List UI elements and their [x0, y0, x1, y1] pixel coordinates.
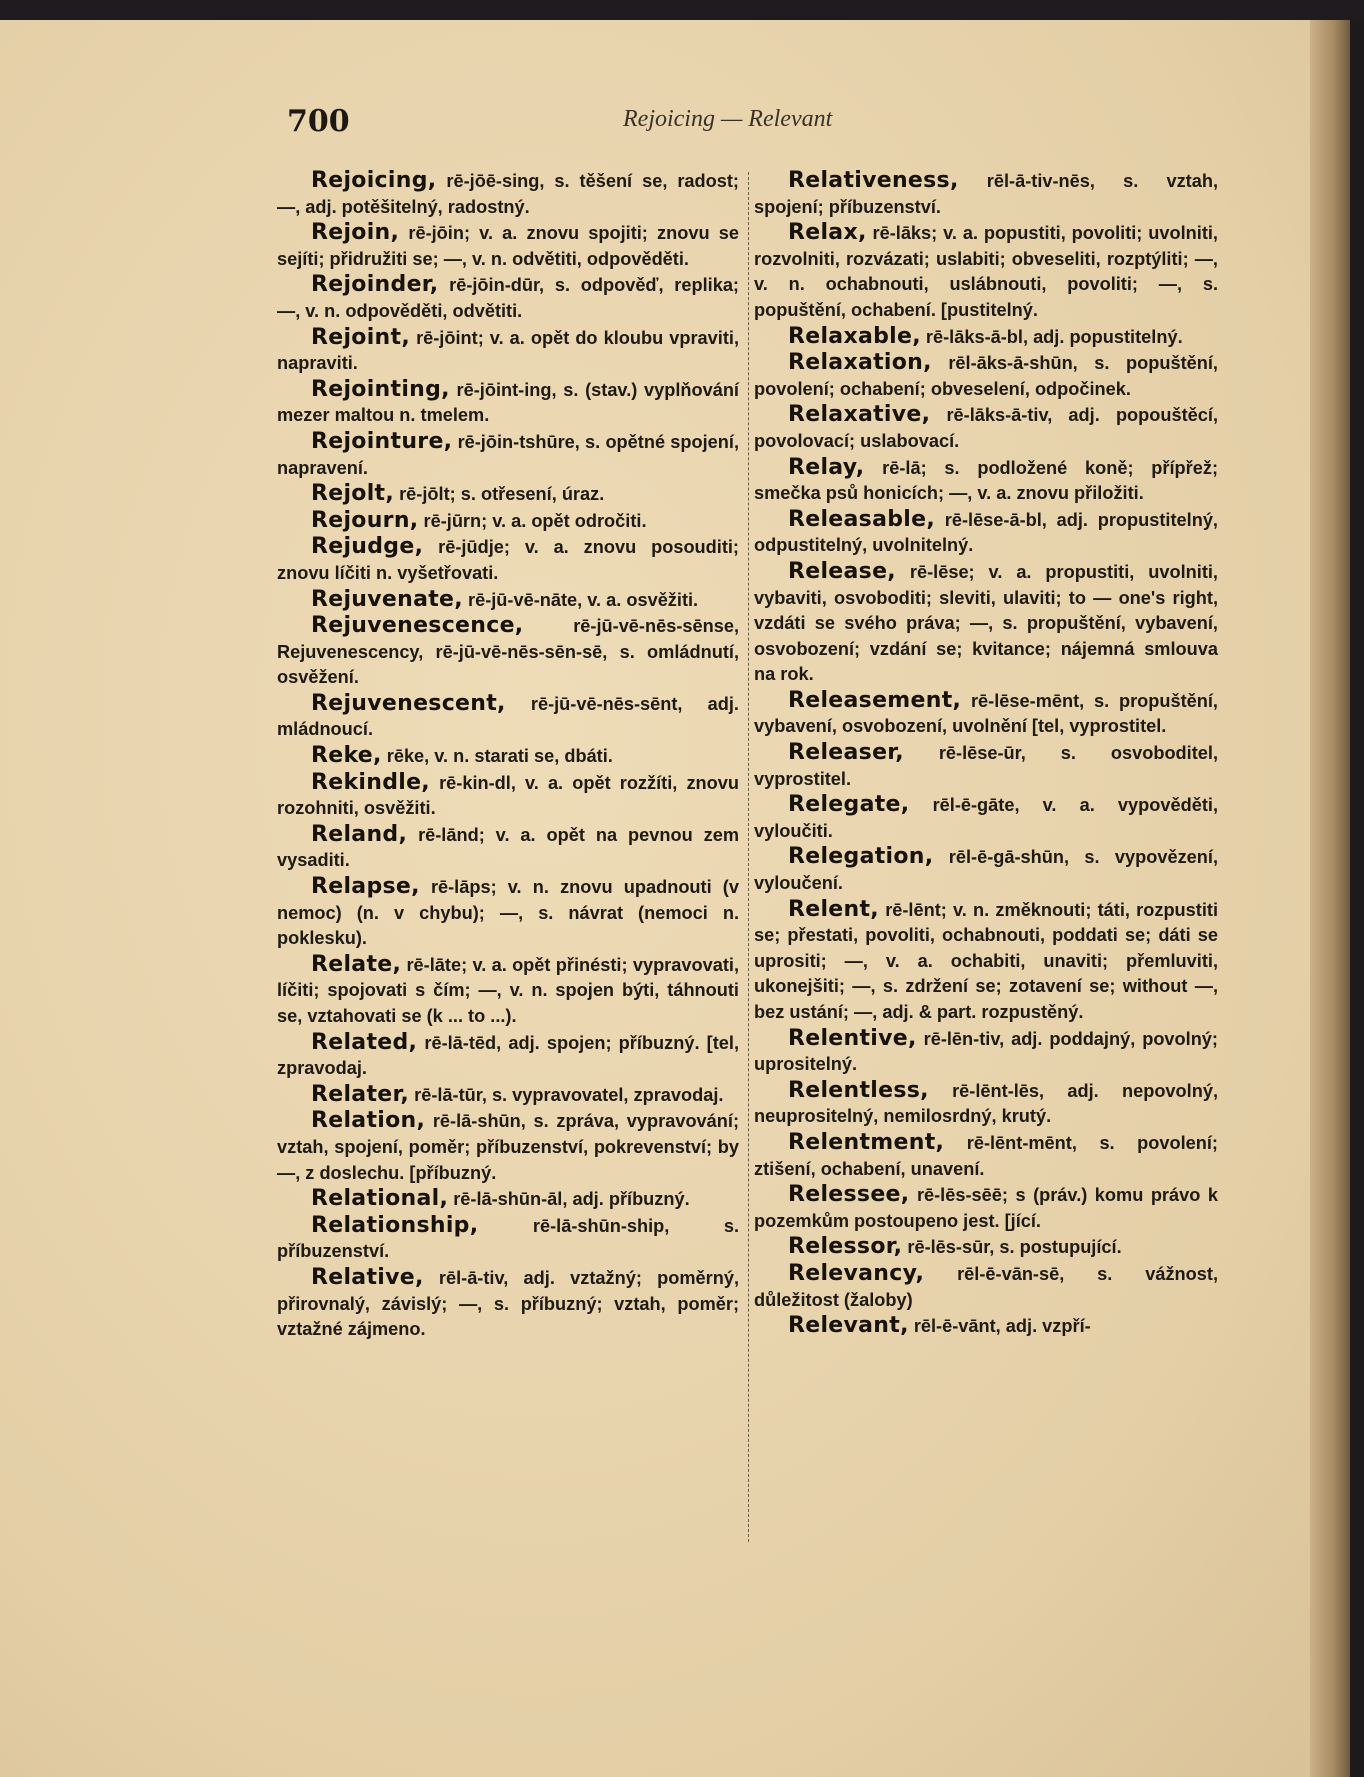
entry-definition: rē-lēnt; v. n. změknouti; táti, rozpustiti se; přestati, povoliti, ochabnouti, poddati se; dáti se uprositi; —, v. a. ochabiti, unaviti; přemluviti, ukonejšiti; —, s. zdržení se; zotavení se; without —, bez ustání; —, adj. & part. rozpustěný.	[754, 899, 1219, 1022]
dictionary-entry	[277, 874, 739, 952]
entry-definition: rē-jōin-tshūre, s. opětné spojení, napravení.	[277, 431, 739, 478]
entry-headword: Rejoin,	[311, 220, 400, 246]
dictionary-entry	[754, 740, 1218, 792]
entry-definition: rē-kin-dl, v. a. opět rozžíti, znovu rozohniti, osvěžiti.	[277, 772, 739, 819]
entry-definition: rē-jū-vē-nāte, v. a. osvěžiti.	[468, 589, 699, 610]
entry-definition: rēl-ē-vānt, adj. vzpří-	[913, 1316, 1091, 1337]
dictionary-entry	[754, 402, 1218, 454]
entry-headword: Reke,	[311, 743, 382, 769]
entry-definition: rē-lā; s. podložené koně; přípřež; smečka psů honicích; —, v. a. znovu přiložiti.	[754, 457, 1218, 504]
entry-definition: rē-jūrn; v. a. opět odročiti.	[423, 510, 647, 531]
column-divider	[748, 172, 749, 1542]
entry-headword: Rekindle,	[311, 769, 430, 795]
entry-definition: rē-lēnt-mēnt, s. povolení; ztišení, ochabení, unavení.	[754, 1132, 1218, 1179]
entry-definition: rēl-ē-vān-sē, s. vážnost, důležitost (žaloby)	[754, 1263, 1218, 1310]
entry-headword: Relation,	[311, 1108, 426, 1134]
entry-definition: rē-lāks-ā-tiv, adj. popouštěcí, povolovací; uslabovací.	[754, 405, 1218, 451]
dictionary-entry	[754, 688, 1218, 740]
entry-definition: rē-jōint; v. a. opět do kloubu vpraviti, napraviti.	[277, 327, 739, 374]
dictionary-entry	[277, 613, 739, 691]
dictionary-entry	[277, 325, 739, 377]
entry-definition: rē-lāte; v. a. opět přinésti; vypravovati, líčiti; spojovati s čím; —, v. n. spojen býti, táhnouti se, vztahovati se (k ... to ...).	[277, 954, 739, 1026]
entry-definition: rē-lāps; v. n. znovu upadnouti (v nemoc) (n. v chybu); —, s. návrat (nemoci n. poklesku).	[277, 877, 739, 949]
dictionary-entry	[754, 792, 1218, 844]
entry-definition: rēl-ē-gāte, v. a. vypověděti, vyloučiti.	[754, 795, 1218, 841]
entry-headword: Relay,	[788, 454, 865, 480]
entry-headword: Relational,	[311, 1186, 449, 1212]
entry-definition: rē-lēn-tiv, adj. poddajný, povolný; uprositelný.	[754, 1028, 1218, 1075]
dictionary-entry	[754, 1261, 1218, 1313]
entry-headword: Relaxative,	[788, 402, 931, 428]
entry-definition: rē-jōint-ing, s. (stav.) vyplňování mezer maltou n. tmelem.	[277, 379, 739, 426]
entry-headword: Rejuvenescence,	[311, 613, 524, 639]
dictionary-entry	[277, 691, 739, 743]
entry-definition: rē-jōlt; s. otřesení, úraz.	[399, 484, 605, 505]
entry-headword: Rejoint,	[311, 324, 410, 350]
dictionary-entry	[754, 324, 1218, 351]
dictionary-entry	[754, 220, 1218, 323]
dictionary-entry	[277, 1265, 739, 1343]
entry-headword: Releaser,	[788, 740, 904, 766]
entry-definition: rēl-ā-tiv-nēs, s. vztah, spojení; příbuzenství.	[754, 171, 1219, 217]
entry-headword: Rejourn,	[311, 507, 419, 533]
entry-definition: rē-lēs-sēē; s (práv.) komu právo k pozemkům postoupeno jest. [jící.	[754, 1185, 1218, 1231]
dictionary-entry	[754, 1130, 1218, 1182]
entry-headword: Relativeness,	[788, 168, 959, 193]
dictionary-entry	[277, 1082, 739, 1109]
right-column	[754, 168, 1218, 1340]
dictionary-entry	[277, 770, 739, 822]
entry-headword: Relaxable,	[788, 323, 921, 349]
entry-headword: Relevancy,	[788, 1260, 925, 1286]
dictionary-entry	[277, 1213, 739, 1265]
entry-headword: Reland,	[311, 821, 408, 847]
scan-edge	[1350, 20, 1364, 1777]
entry-definition: rē-lēse; v. a. propustiti, uvolniti, vybaviti, osvoboditi; sleviti, ulaviti; to — one's right, vzdáti se svého práva; —, s. propuštění, vybavení, osvobození; vzdání se; kvitance; nájemná smlouva na rok.	[754, 561, 1218, 685]
entry-definition: rē-lānd; v. a. opět na pevnou zem vysaditi.	[277, 824, 739, 871]
dictionary-entry	[277, 587, 739, 614]
dictionary-entry	[277, 952, 739, 1030]
entry-headword: Relative,	[311, 1264, 424, 1290]
entry-headword: Rejudge,	[311, 534, 424, 560]
entry-headword: Relegate,	[788, 792, 910, 818]
entry-definition: rē-jū-vē-nēs-sēnse, Rejuvenescency, rē-jū-vē-nēs-sēn-sē, s. omládnutí, osvěžení.	[277, 616, 739, 688]
entry-definition: rē-lā-shūn, s. zpráva, vypravování; vztah, spojení, poměr; příbuzenství, pokrevenství; by —, z doslechu. [příbuzný.	[277, 1111, 740, 1183]
entry-headword: Relessee,	[788, 1182, 910, 1208]
dictionary-entry	[277, 534, 739, 586]
entry-definition: rēl-ē-gā-shūn, s. vypovězení, vyloučení.	[754, 847, 1218, 894]
dictionary-entry	[754, 507, 1218, 559]
entry-headword: Rejuvenate,	[311, 586, 463, 612]
entry-headword: Rejoinder,	[311, 272, 439, 298]
dictionary-entry	[754, 1313, 1218, 1340]
dictionary-entry	[754, 559, 1218, 688]
entry-definition: rē-lā-shūn-ship, s. příbuzenství.	[277, 1215, 739, 1262]
dictionary-entry	[277, 1186, 739, 1213]
dictionary-entry	[754, 455, 1218, 507]
entry-definition: rē-lāks; v. a. popustiti, povoliti; uvolniti, rozvolniti, rozvázati; uslabiti; obveseliti, rozptýliti; —, v. n. ochabnouti, uslábnouti, povoliti; —, s. popuštění, ochabení. [pustitelný.	[754, 223, 1218, 320]
entry-headword: Relentless,	[788, 1077, 929, 1103]
left-column	[277, 168, 739, 1343]
dictionary-entry	[277, 1030, 739, 1082]
dictionary-entry	[754, 1078, 1218, 1130]
dictionary-entry	[277, 822, 739, 874]
entry-definition: rē-lēse-ūr, s. osvoboditel, vyprostitel.	[754, 743, 1219, 789]
entry-headword: Relent,	[788, 896, 879, 922]
entry-definition: rē-lēnt-lēs, adj. nepovolný, neuprositelný, nemilosrdný, krutý.	[754, 1080, 1218, 1127]
entry-definition: rēl-ā-tiv, adj. vztažný; poměrný, přirovnalý, závislý; —, s. příbuzný; vztah, poměr; vztažné zájmeno.	[277, 1267, 739, 1340]
dictionary-entry	[754, 897, 1218, 1026]
entry-headword: Rejointure,	[311, 428, 453, 454]
entry-headword: Rejuvenescent,	[311, 690, 506, 716]
entry-headword: Relationship,	[311, 1212, 479, 1238]
dictionary-entry	[277, 429, 739, 481]
entry-definition: rēl-āks-ā-shūn, s. popuštění, povolení; ochabení; obveselení, odpočinek.	[754, 353, 1218, 399]
running-head: Rejoicing — Relevant	[623, 106, 833, 132]
entry-definition: rē-lēse-mēnt, s. propuštění, vybavení, osvobození, uvolnění [tel, vyprostitel.	[754, 690, 1218, 737]
entry-headword: Relevant,	[788, 1313, 909, 1339]
entry-definition: rē-lā-tēd, adj. spojen; příbuzný. [tel, zpravodaj.	[277, 1032, 739, 1079]
dictionary-entry	[277, 508, 739, 535]
entry-definition: rē-jōin-dūr, s. odpověď, replika; —, v. n. odpověděti, odvětiti.	[277, 275, 739, 321]
dictionary-entry	[754, 350, 1218, 402]
dictionary-entry	[754, 844, 1218, 896]
dictionary-entry	[277, 743, 739, 770]
entry-definition: rē-lāks-ā-bl, adj. popustitelný.	[925, 326, 1183, 347]
entry-headword: Releasable,	[788, 506, 935, 532]
entry-definition: rēke, v. n. starati se, dbáti.	[386, 746, 613, 767]
entry-headword: Relate,	[311, 951, 402, 977]
dictionary-entry	[754, 1182, 1218, 1234]
entry-headword: Release,	[788, 558, 896, 584]
entry-headword: Rejointing,	[311, 376, 450, 402]
entry-headword: Relaxation,	[788, 350, 932, 376]
entry-headword: Rejolt,	[311, 481, 395, 507]
entry-definition: rē-jūdje; v. a. znovu posouditi; znovu líčiti n. vyšetřovati.	[277, 537, 739, 583]
dictionary-entry	[277, 272, 739, 324]
dictionary-entry	[277, 220, 739, 272]
dictionary-entry	[754, 1234, 1218, 1261]
entry-definition: rē-lā-shūn-āl, adj. příbuzný.	[453, 1189, 690, 1210]
entry-definition: rē-jōin; v. a. znovu spojiti; znovu se sejíti; přidružiti se; —, v. n. odvětiti, odpověděti.	[277, 223, 739, 269]
entry-headword: Relentive,	[788, 1025, 917, 1051]
book-spine-shadow	[1310, 20, 1350, 1777]
entry-headword: Relax,	[788, 220, 867, 246]
entry-definition: rē-lēse-ā-bl, adj. propustitelný, odpustitelný, uvolnitelný.	[754, 509, 1218, 556]
dictionary-entry	[754, 168, 1218, 220]
dictionary-entry	[277, 1108, 739, 1186]
entry-headword: Rejoicing,	[311, 168, 437, 193]
entry-headword: Relater,	[311, 1081, 410, 1107]
dictionary-entry	[277, 377, 739, 429]
entry-definition: rē-jū-vē-nēs-sēnt, adj. mládnoucí.	[277, 693, 739, 740]
entry-definition: rē-lēs-sūr, s. postupující.	[907, 1237, 1122, 1258]
entry-headword: Relentment,	[788, 1129, 945, 1155]
dictionary-entry	[277, 168, 739, 220]
entry-headword: Relapse,	[311, 874, 420, 900]
entry-definition: rē-lā-tūr, s. vypravovatel, zpravodaj.	[414, 1084, 724, 1105]
page-number: 700	[287, 104, 350, 139]
dictionary-entry	[754, 1026, 1218, 1078]
entry-headword: Releasement,	[788, 687, 962, 713]
dictionary-entry	[277, 481, 739, 508]
entry-definition: rē-jōē-sing, s. těšení se, radost; —, adj. potěšitelný, radostný.	[277, 171, 739, 217]
entry-headword: Related,	[311, 1029, 418, 1055]
entry-headword: Relessor,	[788, 1234, 903, 1260]
entry-headword: Relegation,	[788, 844, 934, 870]
